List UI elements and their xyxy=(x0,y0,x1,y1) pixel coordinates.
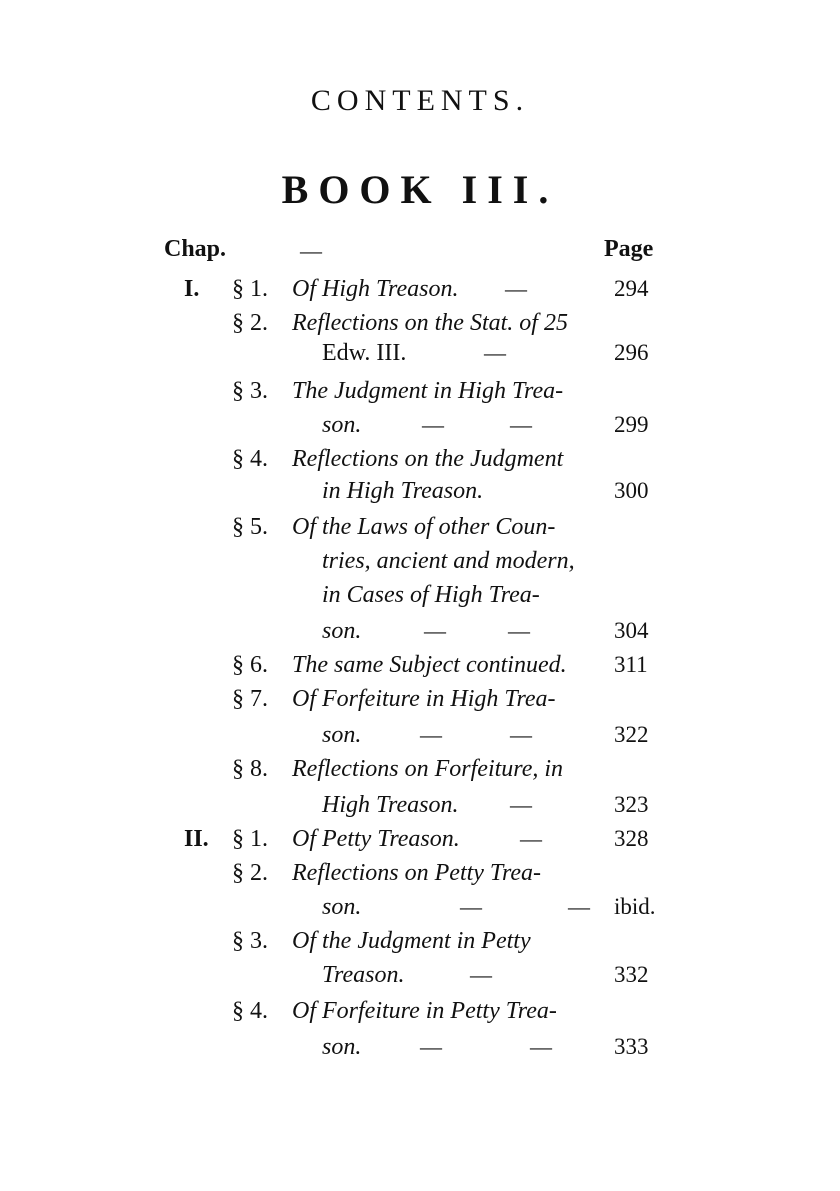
section-number: § 7. xyxy=(232,686,268,712)
entry-title: son. xyxy=(322,618,362,644)
running-head: CONTENTS. xyxy=(310,84,530,117)
page-column-header: Page xyxy=(604,236,654,262)
leader-dash: — xyxy=(420,1034,442,1059)
contents-entry xyxy=(0,686,840,726)
leader-dash: — xyxy=(510,412,532,437)
contents-entry xyxy=(0,1034,840,1074)
leader-dash: — xyxy=(520,826,542,851)
entry-title: Reflections on the Judgment xyxy=(292,446,564,472)
entry-title: son. xyxy=(322,894,362,920)
page-number: ibid. xyxy=(614,894,656,919)
leader-dash: — xyxy=(568,894,590,919)
section-number: § 4. xyxy=(232,446,268,472)
leader-dash: — xyxy=(470,962,492,987)
leader-dash: — xyxy=(424,618,446,643)
entry-title: High Treason. xyxy=(322,792,459,818)
section-number: § 2. xyxy=(232,860,268,886)
page-number: 323 xyxy=(614,792,649,817)
page-number: 304 xyxy=(614,618,649,643)
entry-title: in Cases of High Trea- xyxy=(322,582,540,608)
section-number: § 1. xyxy=(232,276,268,302)
chapter-number: II. xyxy=(184,826,209,852)
leader-dash: — xyxy=(530,1034,552,1059)
entry-title: son. xyxy=(322,412,362,438)
page-number: 333 xyxy=(614,1034,649,1059)
page-number: 294 xyxy=(614,276,649,301)
page-number: 332 xyxy=(614,962,649,987)
page-number: 322 xyxy=(614,722,649,747)
contents-entry xyxy=(0,478,840,518)
entry-title: The same Subject continued. xyxy=(292,652,567,678)
section-number: § 4. xyxy=(232,998,268,1024)
page-number: 299 xyxy=(614,412,649,437)
section-number: § 5. xyxy=(232,514,268,540)
page-number: 328 xyxy=(614,826,649,851)
section-number: § 1. xyxy=(232,826,268,852)
leader-dash: — xyxy=(510,792,532,817)
chap-column-header: Chap. xyxy=(164,236,227,262)
leader-dash: — xyxy=(510,722,532,747)
contents-entry xyxy=(0,340,840,380)
entry-title: in High Treason. xyxy=(322,478,484,504)
entry-title: The Judgment in High Trea- xyxy=(292,378,564,404)
entry-title: Of Forfeiture in Petty Trea- xyxy=(292,998,557,1024)
entry-title: Reflections on Petty Trea- xyxy=(292,860,542,886)
page-number: 311 xyxy=(614,652,648,677)
leader-dash: — xyxy=(460,894,482,919)
book-title: BOOK III. xyxy=(281,167,559,212)
entry-title: Reflections on Forfeiture, in xyxy=(292,756,564,782)
entry-title: Treason. xyxy=(322,962,405,988)
contents-entry xyxy=(0,582,840,622)
contents-entry xyxy=(0,998,840,1038)
entry-title: Of the Laws of other Coun- xyxy=(292,514,556,540)
section-number: § 6. xyxy=(232,652,268,678)
page-number: 296 xyxy=(614,340,649,365)
header-rule: — xyxy=(300,238,322,263)
leader-dash: — xyxy=(422,412,444,437)
entry-title: son. xyxy=(322,1034,362,1060)
entry-title: Of the Judgment in Petty xyxy=(292,928,531,954)
section-number: § 8. xyxy=(232,756,268,782)
leader-dash: — xyxy=(508,618,530,643)
entry-title: Of Forfeiture in High Trea- xyxy=(292,686,556,712)
contents-entry xyxy=(0,962,840,1002)
section-number: § 3. xyxy=(232,378,268,404)
page-number: 300 xyxy=(614,478,649,503)
entry-title: Of High Treason. xyxy=(292,276,459,302)
chapter-number: I. xyxy=(184,276,200,302)
leader-dash: — xyxy=(420,722,442,747)
entry-title: Edw. III. xyxy=(322,340,407,366)
entry-title: Reflections on the Stat. of 25 xyxy=(292,310,568,336)
section-number: § 3. xyxy=(232,928,268,954)
entry-title: son. xyxy=(322,722,362,748)
contents-entry xyxy=(0,756,840,796)
section-number: § 2. xyxy=(232,310,268,336)
entry-title: tries, ancient and modern, xyxy=(322,548,575,574)
leader-dash: — xyxy=(505,276,527,301)
entry-title: Of Petty Treason. xyxy=(292,826,460,852)
leader-dash: — xyxy=(484,340,506,365)
